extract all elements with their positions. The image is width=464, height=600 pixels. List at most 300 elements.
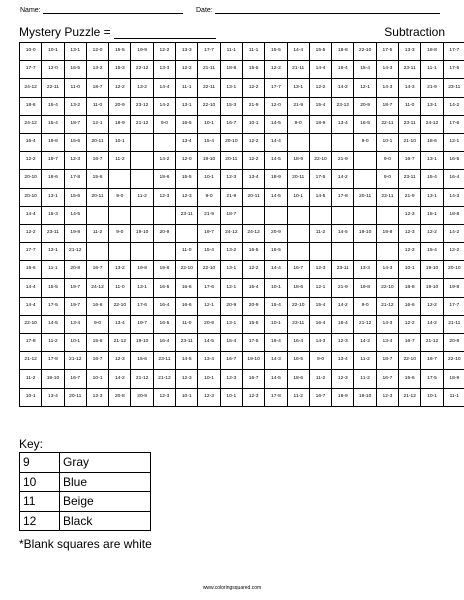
grid-cell[interactable]: 14-2 <box>443 97 464 115</box>
grid-cell[interactable]: 15-6 <box>86 170 108 188</box>
grid-cell[interactable]: 12-1 <box>86 115 108 133</box>
grid-cell[interactable]: 10-1 <box>220 388 242 406</box>
grid-cell[interactable] <box>131 206 153 224</box>
grid-cell[interactable] <box>376 206 398 224</box>
grid-cell[interactable]: 21-12 <box>64 352 86 370</box>
grid-cell[interactable] <box>131 133 153 151</box>
grid-cell[interactable]: 18-8 <box>421 43 443 61</box>
grid-cell[interactable]: 21-12 <box>153 370 175 388</box>
grid-cell[interactable]: 20-8 <box>109 388 131 406</box>
grid-cell[interactable]: 23-11 <box>287 315 309 333</box>
grid-cell[interactable]: 16-6 <box>399 297 421 315</box>
grid-cell[interactable]: 22-10 <box>309 152 331 170</box>
grid-cell[interactable] <box>309 206 331 224</box>
grid-cell[interactable]: 18-8 <box>220 61 242 79</box>
grid-cell[interactable]: 20-11 <box>242 188 264 206</box>
grid-cell[interactable]: 21-12 <box>109 334 131 352</box>
grid-cell[interactable]: 20-9 <box>109 97 131 115</box>
grid-cell[interactable]: 14-4 <box>265 261 287 279</box>
grid-cell[interactable]: 22-11 <box>42 79 64 97</box>
grid-cell[interactable]: 13-1 <box>421 97 443 115</box>
grid-cell[interactable]: 15-6 <box>131 352 153 370</box>
grid-cell[interactable]: 21-9 <box>242 97 264 115</box>
grid-cell[interactable]: 21-11 <box>443 315 464 333</box>
grid-cell[interactable]: 15-4 <box>421 243 443 261</box>
grid-cell[interactable] <box>153 243 175 261</box>
grid-cell[interactable]: 18-7 <box>220 206 242 224</box>
grid-cell[interactable]: 13-4 <box>109 315 131 333</box>
grid-cell[interactable]: 15-5 <box>176 170 198 188</box>
grid-cell[interactable]: 24-12 <box>421 115 443 133</box>
grid-cell[interactable]: 13-1 <box>131 279 153 297</box>
grid-cell[interactable]: 16-7 <box>309 388 331 406</box>
grid-cell[interactable]: 10-1 <box>176 388 198 406</box>
grid-cell[interactable]: 23-11 <box>42 224 64 242</box>
grid-cell[interactable]: 12-2 <box>443 243 464 261</box>
grid-cell[interactable]: 14-2 <box>443 224 464 242</box>
grid-cell[interactable]: 24-12 <box>220 224 242 242</box>
grid-cell[interactable]: 18-8 <box>332 43 354 61</box>
grid-cell[interactable]: 12-3 <box>220 370 242 388</box>
grid-cell[interactable]: 19-8 <box>376 224 398 242</box>
grid-cell[interactable]: 13-4 <box>332 115 354 133</box>
grid-cell[interactable]: 19-7 <box>64 297 86 315</box>
grid-cell[interactable]: 13-1 <box>220 79 242 97</box>
grid-cell[interactable]: 16-5 <box>242 243 264 261</box>
grid-cell[interactable]: 23-11 <box>176 206 198 224</box>
grid-cell[interactable] <box>309 133 331 151</box>
grid-cell[interactable]: 21-12 <box>376 297 398 315</box>
grid-cell[interactable] <box>287 243 309 261</box>
grid-cell[interactable]: 20-10 <box>443 261 464 279</box>
grid-cell[interactable]: 9-0 <box>309 352 331 370</box>
grid-cell[interactable]: 21-12 <box>399 388 421 406</box>
grid-cell[interactable]: 21-9 <box>198 206 220 224</box>
grid-cell[interactable]: 19-9 <box>131 43 153 61</box>
grid-cell[interactable]: 13-1 <box>64 43 86 61</box>
grid-cell[interactable]: 15-3 <box>109 61 131 79</box>
grid-cell[interactable]: 12-3 <box>153 388 175 406</box>
grid-cell[interactable]: 21-11 <box>287 61 309 79</box>
grid-cell[interactable]: 12-3 <box>332 334 354 352</box>
grid-cell[interactable]: 15-1 <box>421 206 443 224</box>
grid-cell[interactable]: 21-12 <box>421 334 443 352</box>
grid-cell[interactable]: 13-4 <box>376 334 398 352</box>
grid-cell[interactable]: 11-2 <box>109 152 131 170</box>
grid-cell[interactable]: 13-4 <box>242 170 264 188</box>
grid-cell[interactable]: 14-4 <box>309 61 331 79</box>
grid-cell[interactable]: 16-5 <box>153 315 175 333</box>
grid-cell[interactable]: 11-0 <box>176 315 198 333</box>
grid-cell[interactable]: 23-11 <box>176 334 198 352</box>
grid-cell[interactable]: 13-2 <box>64 97 86 115</box>
grid-cell[interactable]: 14-4 <box>20 297 42 315</box>
grid-cell[interactable]: 19-8 <box>153 261 175 279</box>
grid-cell[interactable]: 12-3 <box>176 370 198 388</box>
grid-cell[interactable]: 11-2 <box>309 370 331 388</box>
grid-cell[interactable]: 22-12 <box>131 61 153 79</box>
grid-cell[interactable]: 17-8 <box>20 334 42 352</box>
grid-cell[interactable]: 20-9 <box>198 315 220 333</box>
grid-cell[interactable]: 12-2 <box>20 224 42 242</box>
grid-cell[interactable]: 11-0 <box>64 79 86 97</box>
grid-cell[interactable]: 10-1 <box>421 388 443 406</box>
grid-cell[interactable]: 16-7 <box>86 352 108 370</box>
grid-cell[interactable]: 17-7 <box>443 43 464 61</box>
grid-cell[interactable]: 9-0 <box>109 188 131 206</box>
grid-cell[interactable]: 19-10 <box>354 388 376 406</box>
grid-cell[interactable]: 12-3 <box>376 388 398 406</box>
grid-cell[interactable]: 22-10 <box>198 97 220 115</box>
grid-cell[interactable]: 16-5 <box>443 152 464 170</box>
grid-cell[interactable]: 14-2 <box>109 370 131 388</box>
grid-cell[interactable] <box>176 224 198 242</box>
grid-cell[interactable]: 12-3 <box>86 388 108 406</box>
grid-cell[interactable]: 24-12 <box>20 79 42 97</box>
grid-cell[interactable]: 23-11 <box>399 61 421 79</box>
grid-cell[interactable]: 15-5 <box>242 315 264 333</box>
grid-cell[interactable]: 14-5 <box>309 188 331 206</box>
grid-cell[interactable]: 16-7 <box>220 115 242 133</box>
grid-cell[interactable]: 9-0 <box>376 170 398 188</box>
grid-cell[interactable]: 15-4 <box>354 61 376 79</box>
grid-cell[interactable]: 21-12 <box>131 115 153 133</box>
grid-cell[interactable]: 11-2 <box>354 352 376 370</box>
grid-cell[interactable]: 15-4 <box>198 133 220 151</box>
grid-cell[interactable]: 12-1 <box>309 279 331 297</box>
grid-cell[interactable]: 12-2 <box>153 43 175 61</box>
grid-cell[interactable]: 11-2 <box>354 370 376 388</box>
grid-cell[interactable]: 22-10 <box>198 261 220 279</box>
grid-cell[interactable]: 18-6 <box>287 370 309 388</box>
grid-cell[interactable]: 21-12 <box>354 315 376 333</box>
grid-cell[interactable]: 19-8 <box>42 133 64 151</box>
grid-cell[interactable]: 13-2 <box>131 79 153 97</box>
grid-cell[interactable] <box>354 206 376 224</box>
grid-cell[interactable]: 10-1 <box>64 334 86 352</box>
grid-cell[interactable]: 16-5 <box>176 115 198 133</box>
grid-cell[interactable]: 14-5 <box>265 115 287 133</box>
grid-cell[interactable]: 22-10 <box>287 297 309 315</box>
grid-cell[interactable]: 20-10 <box>20 170 42 188</box>
grid-cell[interactable]: 16-5 <box>153 279 175 297</box>
grid-cell[interactable]: 14-3 <box>309 334 331 352</box>
grid-cell[interactable]: 12-1 <box>354 79 376 97</box>
grid-cell[interactable]: 11-2 <box>131 188 153 206</box>
grid-cell[interactable] <box>153 133 175 151</box>
grid-cell[interactable]: 22-10 <box>109 297 131 315</box>
grid-cell[interactable]: 18-9 <box>265 170 287 188</box>
grid-cell[interactable]: 20-9 <box>265 224 287 242</box>
grid-cell[interactable]: 20-8 <box>64 261 86 279</box>
grid-cell[interactable]: 21-9 <box>332 279 354 297</box>
grid-cell[interactable]: 12-2 <box>421 297 443 315</box>
grid-cell[interactable]: 15-4 <box>42 115 64 133</box>
grid-cell[interactable]: 16-5 <box>64 61 86 79</box>
grid-cell[interactable]: 13-2 <box>220 243 242 261</box>
grid-cell[interactable]: 21-12 <box>20 352 42 370</box>
grid-cell[interactable]: 13-2 <box>109 261 131 279</box>
grid-cell[interactable]: 16-5 <box>287 352 309 370</box>
grid-cell[interactable]: 19-10 <box>131 334 153 352</box>
grid-cell[interactable]: 13-2 <box>86 61 108 79</box>
grid-cell[interactable]: 14-5 <box>64 206 86 224</box>
grid-cell[interactable]: 12-2 <box>242 79 264 97</box>
grid-cell[interactable]: 14-3 <box>376 61 398 79</box>
grid-cell[interactable]: 15-3 <box>42 206 64 224</box>
grid-cell[interactable]: 18-7 <box>376 352 398 370</box>
grid-cell[interactable]: 15-4 <box>265 297 287 315</box>
grid-cell[interactable]: 9-0 <box>354 133 376 151</box>
grid-cell[interactable]: 22-11 <box>198 79 220 97</box>
grid-cell[interactable]: 18-8 <box>399 279 421 297</box>
grid-cell[interactable]: 22-10 <box>176 261 198 279</box>
grid-cell[interactable]: 12-1 <box>198 297 220 315</box>
grid-cell[interactable]: 20-9 <box>354 97 376 115</box>
grid-cell[interactable]: 22-10 <box>354 43 376 61</box>
grid-cell[interactable]: 12-2 <box>421 224 443 242</box>
grid-cell[interactable]: 15-5 <box>42 279 64 297</box>
grid-cell[interactable]: 20-11 <box>287 170 309 188</box>
grid-cell[interactable]: 22-10 <box>20 315 42 333</box>
grid-cell[interactable]: 18-9 <box>443 370 464 388</box>
grid-cell[interactable]: 14-3 <box>376 261 398 279</box>
grid-cell[interactable]: 23-12 <box>131 97 153 115</box>
grid-cell[interactable]: 13-1 <box>421 152 443 170</box>
grid-cell[interactable]: 16-4 <box>287 334 309 352</box>
grid-cell[interactable]: 12-2 <box>265 61 287 79</box>
grid-cell[interactable]: 10-1 <box>198 170 220 188</box>
grid-cell[interactable]: 15-6 <box>64 133 86 151</box>
grid-cell[interactable]: 13-1 <box>176 97 198 115</box>
grid-cell[interactable]: 13-3 <box>153 61 175 79</box>
grid-cell[interactable]: 11-1 <box>42 261 64 279</box>
grid-cell[interactable]: 12-2 <box>242 133 264 151</box>
grid-cell[interactable]: 9-0 <box>153 115 175 133</box>
grid-cell[interactable]: 19-8 <box>354 279 376 297</box>
grid-cell[interactable]: 12-3 <box>109 352 131 370</box>
grid-cell[interactable]: 15-5 <box>109 43 131 61</box>
grid-cell[interactable]: 18-9 <box>109 115 131 133</box>
grid-cell[interactable]: 22-10 <box>376 279 398 297</box>
grid-cell[interactable]: 14-5 <box>198 334 220 352</box>
grid-cell[interactable]: 16-4 <box>265 334 287 352</box>
grid-cell[interactable]: 9-0 <box>198 188 220 206</box>
grid-cell[interactable]: 17-8 <box>64 170 86 188</box>
grid-cell[interactable]: 15-6 <box>399 370 421 388</box>
grid-cell[interactable]: 16-5 <box>354 115 376 133</box>
grid-cell[interactable]: 17-6 <box>198 279 220 297</box>
grid-cell[interactable]: 16-6 <box>176 279 198 297</box>
grid-cell[interactable]: 18-6 <box>153 170 175 188</box>
grid-cell[interactable]: 21-12 <box>64 243 86 261</box>
grid-cell[interactable]: 10-1 <box>109 133 131 151</box>
grid-cell[interactable]: 11-2 <box>20 370 42 388</box>
grid-cell[interactable]: 9-0 <box>287 115 309 133</box>
grid-cell[interactable]: 15-4 <box>42 97 64 115</box>
grid-cell[interactable]: 14-2 <box>354 334 376 352</box>
grid-cell[interactable]: 20-9 <box>131 388 153 406</box>
grid-cell[interactable]: 13-1 <box>220 261 242 279</box>
grid-cell[interactable] <box>86 243 108 261</box>
grid-cell[interactable]: 23-12 <box>332 97 354 115</box>
grid-cell[interactable]: 17-5 <box>309 170 331 188</box>
grid-cell[interactable]: 15-4 <box>220 334 242 352</box>
grid-cell[interactable]: 14-4 <box>153 79 175 97</box>
grid-cell[interactable]: 11-2 <box>287 388 309 406</box>
grid-cell[interactable]: 15-4 <box>421 170 443 188</box>
grid-cell[interactable] <box>332 133 354 151</box>
grid-cell[interactable]: 13-1 <box>220 315 242 333</box>
grid-cell[interactable]: 12-0 <box>42 61 64 79</box>
grid-cell[interactable]: 15-6 <box>86 334 108 352</box>
grid-cell[interactable]: 10-1 <box>265 279 287 297</box>
grid-cell[interactable]: 20-11 <box>354 188 376 206</box>
grid-cell[interactable] <box>309 243 331 261</box>
grid-cell[interactable]: 13-4 <box>42 388 64 406</box>
grid-cell[interactable]: 14-3 <box>376 315 398 333</box>
grid-cell[interactable]: 16-4 <box>309 315 331 333</box>
grid-cell[interactable]: 17-5 <box>421 370 443 388</box>
grid-cell[interactable]: 14-5 <box>265 370 287 388</box>
grid-cell[interactable]: 11-2 <box>42 334 64 352</box>
grid-cell[interactable]: 18-6 <box>42 170 64 188</box>
grid-cell[interactable]: 10-1 <box>198 370 220 388</box>
grid-cell[interactable]: 17-7 <box>443 297 464 315</box>
grid-cell[interactable]: 13-1 <box>42 188 64 206</box>
grid-cell[interactable]: 17-7 <box>20 243 42 261</box>
grid-cell[interactable]: 14-5 <box>42 315 64 333</box>
grid-cell[interactable] <box>242 206 264 224</box>
grid-cell[interactable]: 12-3 <box>220 170 242 188</box>
grid-cell[interactable]: 9-0 <box>376 152 398 170</box>
grid-cell[interactable]: 14-5 <box>265 188 287 206</box>
grid-cell[interactable]: 17-7 <box>198 43 220 61</box>
grid-cell[interactable]: 19-10 <box>421 261 443 279</box>
grid-cell[interactable]: 20-9 <box>220 297 242 315</box>
grid-cell[interactable]: 12-2 <box>309 79 331 97</box>
grid-cell[interactable]: 22-10 <box>443 352 464 370</box>
grid-cell[interactable]: 16-4 <box>153 334 175 352</box>
grid-cell[interactable]: 20-9 <box>242 297 264 315</box>
grid-cell[interactable]: 18-6 <box>287 279 309 297</box>
grid-cell[interactable]: 12-3 <box>399 224 421 242</box>
grid-cell[interactable]: 16-6 <box>20 261 42 279</box>
grid-cell[interactable]: 15-5 <box>242 61 264 79</box>
grid-cell[interactable]: 14-3 <box>443 188 464 206</box>
grid-cell[interactable] <box>354 243 376 261</box>
grid-cell[interactable]: 9-0 <box>86 315 108 333</box>
grid-cell[interactable]: 12-1 <box>443 133 464 151</box>
grid-cell[interactable]: 23-11 <box>153 352 175 370</box>
grid-cell[interactable]: 16-7 <box>399 152 421 170</box>
grid-cell[interactable]: 12-2 <box>242 261 264 279</box>
grid-cell[interactable] <box>109 206 131 224</box>
grid-cell[interactable]: 19-8 <box>131 261 153 279</box>
grid-cell[interactable]: 21-9 <box>421 79 443 97</box>
grid-cell[interactable]: 18-7 <box>86 79 108 97</box>
grid-cell[interactable] <box>376 243 398 261</box>
grid-cell[interactable]: 22-11 <box>376 115 398 133</box>
grid-cell[interactable]: 16-4 <box>153 297 175 315</box>
grid-cell[interactable]: 12-3 <box>332 370 354 388</box>
grid-cell[interactable]: 13-4 <box>198 352 220 370</box>
grid-cell[interactable]: 13-3 <box>176 43 198 61</box>
grid-cell[interactable]: 9-0 <box>354 297 376 315</box>
grid-cell[interactable]: 12-3 <box>153 188 175 206</box>
grid-cell[interactable]: 20-11 <box>64 388 86 406</box>
grid-cell[interactable]: 12-2 <box>242 152 264 170</box>
grid-cell[interactable]: 10-1 <box>376 133 398 151</box>
grid-cell[interactable] <box>86 206 108 224</box>
grid-cell[interactable]: 18-7 <box>64 115 86 133</box>
grid-cell[interactable]: 17-7 <box>20 61 42 79</box>
grid-cell[interactable]: 14-4 <box>265 133 287 151</box>
grid-cell[interactable]: 14-2 <box>332 170 354 188</box>
grid-cell[interactable]: 19-7 <box>42 152 64 170</box>
grid-cell[interactable]: 11-0 <box>399 97 421 115</box>
grid-cell[interactable]: 22-10 <box>399 352 421 370</box>
grid-cell[interactable] <box>287 224 309 242</box>
grid-cell[interactable]: 23-11 <box>376 188 398 206</box>
grid-cell[interactable]: 10-0 <box>20 43 42 61</box>
grid-cell[interactable]: 20-11 <box>220 152 242 170</box>
grid-cell[interactable]: 19-8 <box>443 279 464 297</box>
grid-cell[interactable]: 14-4 <box>20 206 42 224</box>
grid-cell[interactable] <box>131 170 153 188</box>
grid-cell[interactable]: 19-7 <box>64 279 86 297</box>
grid-cell[interactable]: 11-0 <box>176 243 198 261</box>
grid-cell[interactable]: 15-5 <box>265 43 287 61</box>
grid-cell[interactable]: 12-0 <box>86 43 108 61</box>
grid-cell[interactable]: 18-6 <box>421 133 443 151</box>
grid-cell[interactable]: 21-12 <box>131 370 153 388</box>
grid-cell[interactable]: 17-5 <box>242 334 264 352</box>
grid-cell[interactable]: 14-2 <box>153 97 175 115</box>
grid-cell[interactable] <box>109 243 131 261</box>
grid-cell[interactable]: 14-2 <box>421 315 443 333</box>
grid-cell[interactable]: 16-5 <box>265 243 287 261</box>
grid-cell[interactable]: 21-9 <box>220 188 242 206</box>
grid-cell[interactable]: 12-3 <box>309 261 331 279</box>
grid-cell[interactable]: 13-4 <box>176 133 198 151</box>
grid-cell[interactable]: 10-1 <box>399 261 421 279</box>
grid-cell[interactable]: 9-0 <box>109 224 131 242</box>
grid-cell[interactable]: 14-4 <box>20 279 42 297</box>
grid-cell[interactable] <box>332 206 354 224</box>
grid-cell[interactable]: 12-0 <box>176 152 198 170</box>
grid-cell[interactable]: 16-4 <box>443 170 464 188</box>
grid-cell[interactable]: 21-9 <box>332 152 354 170</box>
grid-cell[interactable] <box>287 206 309 224</box>
grid-cell[interactable]: 19-10 <box>421 279 443 297</box>
grid-cell[interactable]: 15-4 <box>242 279 264 297</box>
grid-cell[interactable]: 17-6 <box>443 115 464 133</box>
grid-cell[interactable]: 17-8 <box>332 188 354 206</box>
grid-cell[interactable]: 19-10 <box>198 152 220 170</box>
grid-cell[interactable]: 16-7 <box>399 334 421 352</box>
grid-cell[interactable]: 14-5 <box>265 152 287 170</box>
grid-cell[interactable]: 14-5 <box>176 352 198 370</box>
grid-cell[interactable] <box>265 206 287 224</box>
grid-cell[interactable]: 11-1 <box>443 388 464 406</box>
grid-cell[interactable] <box>131 243 153 261</box>
grid-cell[interactable]: 14-5 <box>332 224 354 242</box>
grid-cell[interactable]: 14-2 <box>332 297 354 315</box>
grid-cell[interactable]: 12-3 <box>399 206 421 224</box>
grid-cell[interactable]: 12-2 <box>399 315 421 333</box>
grid-cell[interactable]: 17-5 <box>42 297 64 315</box>
